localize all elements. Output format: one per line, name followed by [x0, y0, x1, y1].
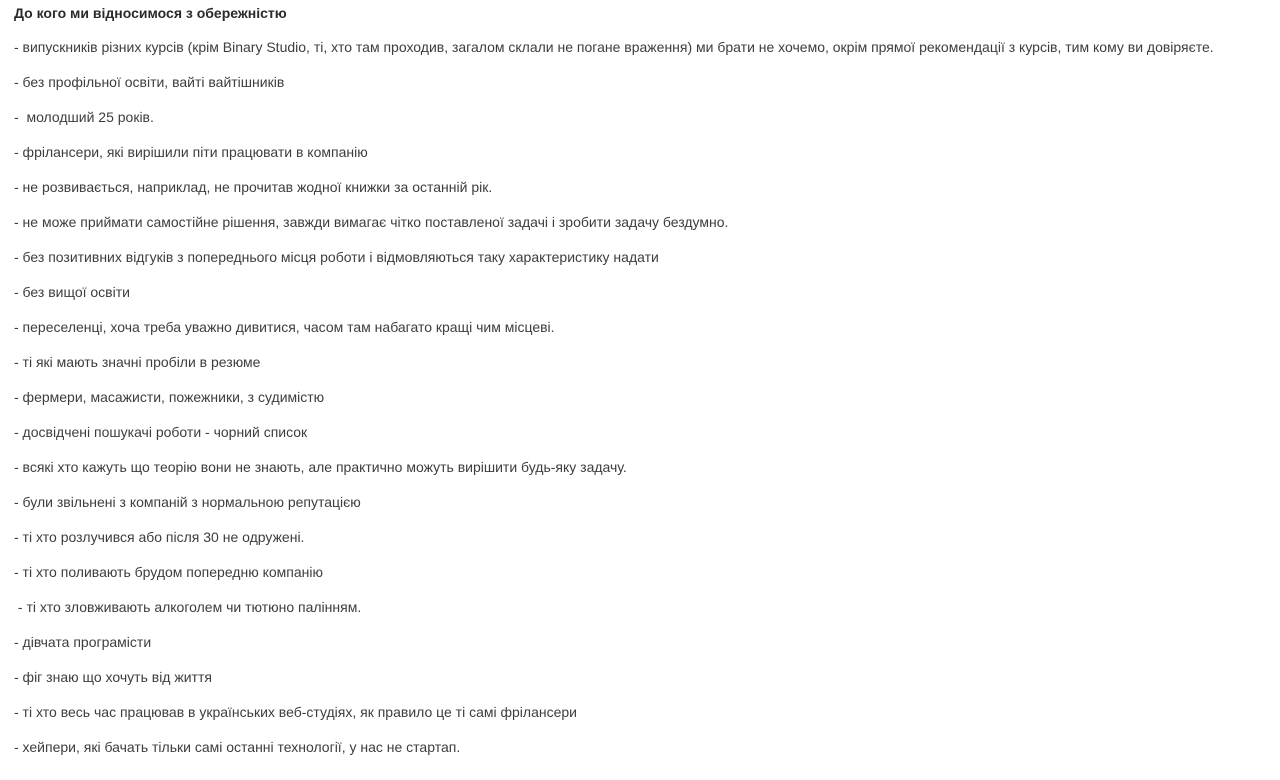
section-title: До кого ми відносимося з обережністю	[14, 5, 287, 21]
list-item: - випускників різних курсів (крім Binary Studio, ті, хто там проходив, загалом склали не погане враження) ми брати не хочемо, окрім прямої рекомендації з курсів, тим кому ви довіряєте.	[14, 39, 1214, 55]
list-item: - ті хто весь час працював в українських веб-студіях, як правило це ті самі фрілансери	[14, 704, 577, 720]
list-item: - не може приймати самостійне рішення, завжди вимагає чітко поставленої задачі і зробити задачу бездумно.	[14, 214, 729, 230]
caution-list	[14, 39, 1280, 756]
list-item: - без вищої освіти	[14, 284, 130, 300]
list-item: - без позитивних відгуків з попереднього місця роботи і відмовляються таку характеристику надати	[14, 249, 659, 265]
list-item: - фермери, масажисти, пожежники, з судимістю	[14, 389, 325, 405]
list-item: - ті хто поливають брудом попередню компанію	[14, 564, 323, 580]
list-item: - без профільної освіти, вайті вайтішників	[14, 74, 285, 90]
list-item: - фіг знаю що хочуть від життя	[14, 669, 212, 685]
list-item: - досвідчені пошукачі роботи - чорний список	[14, 424, 308, 440]
list-item: - всякі хто кажуть що теорію вони не знають, але практично можуть вирішити будь-яку задачу.	[14, 459, 627, 475]
list-item: - ті хто зловживають алкоголем чи тютюно палінням.	[14, 599, 362, 615]
list-item: - дівчата програмісти	[14, 634, 152, 650]
list-item: - молодший 25 років.	[14, 109, 154, 125]
list-item: - були звільнені з компаній з нормальною репутацією	[14, 494, 361, 510]
list-item: - не розвивається, наприклад, не прочитав жодної книжки за останній рік.	[14, 179, 493, 195]
list-item: - ті хто розлучився або після 30 не одружені.	[14, 529, 305, 545]
list-item: - переселенці, хоча треба уважно дивитися, часом там набагато кращі чим місцеві.	[14, 319, 555, 335]
list-item: - ті які мають значні пробіли в резюме	[14, 354, 261, 370]
list-item: - фрілансери, які вирішили піти працювати в компанію	[14, 144, 368, 160]
list-item: - хейпери, які бачать тільки самі останні технології, у нас не стартап.	[14, 739, 461, 755]
